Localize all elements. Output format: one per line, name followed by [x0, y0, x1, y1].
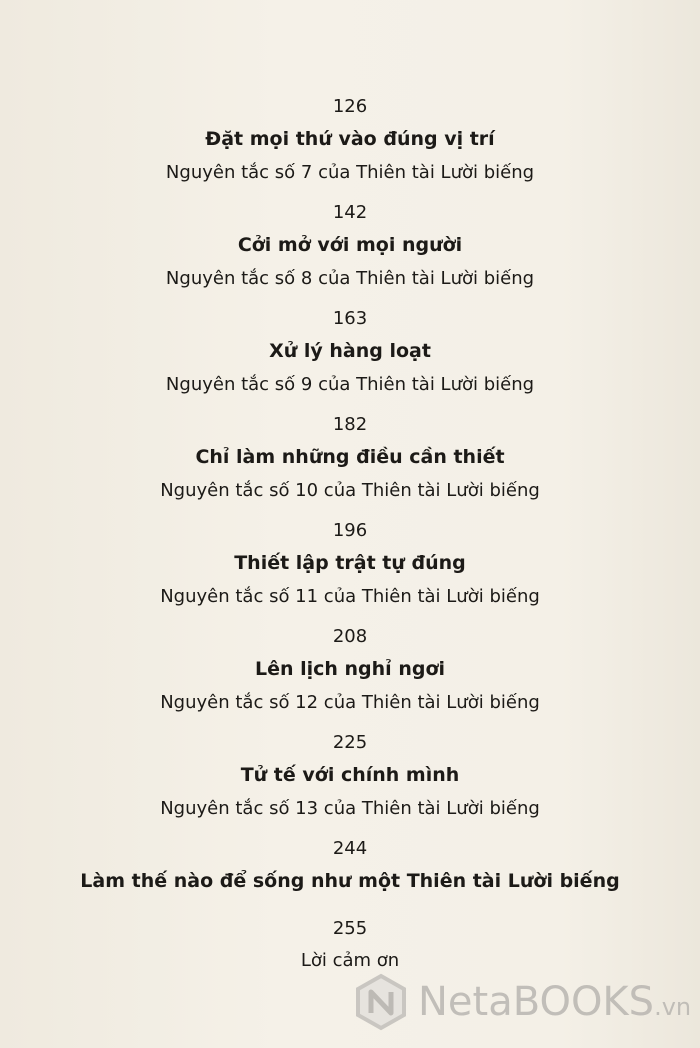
toc-chapter-title: Lên lịch nghỉ ngơi [254, 658, 446, 680]
toc-page-number: 255 [332, 918, 368, 939]
toc-chapter-subtitle: Nguyên tắc số 7 của Thiên tài Lười biếng [165, 162, 535, 183]
toc-entry [0, 410, 700, 516]
netabooks-logo-icon [352, 973, 410, 1031]
toc-page-number: 244 [332, 838, 368, 859]
toc-chapter-subtitle: Nguyên tắc số 12 của Thiên tài Lười biếng [160, 692, 540, 713]
toc-entry [0, 834, 700, 914]
toc-entry [0, 622, 700, 728]
toc-page-number: 126 [332, 96, 368, 117]
toc-entry [0, 198, 700, 304]
watermark-brand: NetaBOOKS [418, 979, 655, 1025]
toc-chapter-title: Thiết lập trật tự đúng [234, 552, 466, 574]
toc-entry [0, 92, 700, 198]
toc-entry [0, 516, 700, 622]
toc-chapter-title: Tử tế với chính mình [240, 764, 460, 786]
toc-page-number: 196 [332, 520, 368, 541]
netabooks-watermark [352, 966, 700, 1038]
toc-entry [0, 304, 700, 410]
toc-chapter-subtitle: Lời cảm ơn [300, 950, 400, 971]
toc-chapter-subtitle: Nguyên tắc số 8 của Thiên tài Lười biếng [165, 268, 535, 289]
toc-chapter-subtitle: Nguyên tắc số 10 của Thiên tài Lười biếng [160, 480, 540, 501]
toc-page-number: 163 [332, 308, 368, 329]
toc-page-number: 182 [332, 414, 368, 435]
toc-chapter-title: Làm thế nào để sống như một Thiên tài Lười biếng [80, 870, 620, 892]
toc-chapter-subtitle: Nguyên tắc số 9 của Thiên tài Lười biếng [165, 374, 535, 395]
toc-chapter-title: Đặt mọi thứ vào đúng vị trí [205, 128, 495, 150]
toc-chapter-subtitle: Nguyên tắc số 11 của Thiên tài Lười biếng [160, 586, 540, 607]
toc-chapter-title: Cởi mở với mọi người [237, 234, 463, 256]
watermark-text [418, 979, 691, 1025]
watermark-suffix: .vn [654, 993, 692, 1021]
toc-chapter-subtitle: Nguyên tắc số 13 của Thiên tài Lười biếng [160, 798, 540, 819]
table-of-contents [0, 92, 700, 1020]
toc-chapter-title: Xử lý hàng loạt [269, 340, 431, 362]
toc-page-number: 225 [332, 732, 368, 753]
toc-chapter-title: Chỉ làm những điều cần thiết [195, 446, 505, 468]
toc-page-number: 142 [332, 202, 368, 223]
toc-page-number: 208 [332, 626, 368, 647]
toc-entry [0, 728, 700, 834]
